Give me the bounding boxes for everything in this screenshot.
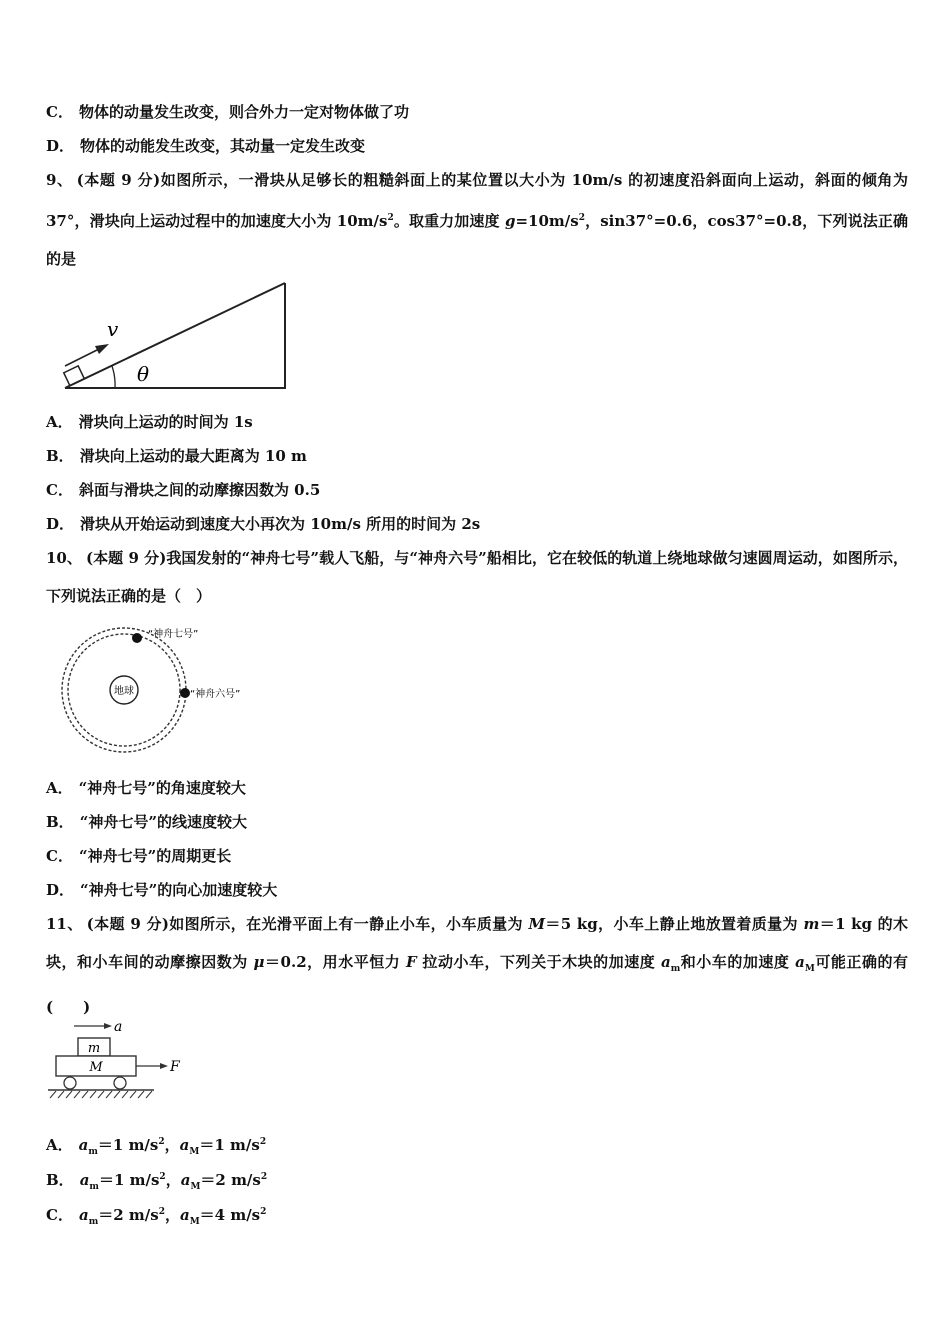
q9-option-b: B． 滑块向上运动的最大距离为 10 m (46, 447, 307, 465)
slider-block (64, 366, 84, 386)
q9-stem: 9、 (本题 9 分)如图所示，一滑块从足够长的粗糙斜面上的某位置以大小为 10m/s 的初速度沿斜面向上运动，斜面的倾角为 37°，滑块向上运动过程中的加速度大小为 $10m/s^2$。取重力加速度 $g=10m/s^2$，sin37°=0.6，cos37°=0.8，下列说法正确的是 (46, 171, 909, 268)
earth-label: 地球 (114, 686, 134, 697)
q11-option-c: C． $a_m=2$ $m/s^2$，$a_M=4$ $m/s^2$ (46, 1206, 267, 1227)
q9-option-c: C． 斜面与滑块之间的动摩擦因数为 0.5 (46, 481, 321, 499)
accel-label: a (114, 1019, 123, 1035)
cart-figure (46, 1016, 196, 1102)
q9-option-d: D． 滑块从开始运动到速度大小再次为 10m/s 所用的时间为 2s (46, 515, 481, 533)
q11-stem: 11、 (本题 9 分)如图所示，在光滑平面上有一静止小车，小车质量为 M＝5 kg，小车上静止地放置着质量为 m＝1 kg 的木块，和小车间的动摩擦因数为 μ＝0.2，用水平恒力 F 拉动小车，下列关于木块的加速度 $a_m$和小车的加速度 $a_M$可能正确的有( ) (46, 915, 909, 1016)
acceleration-arrow-icon (104, 1023, 112, 1029)
force-label: F (170, 1059, 180, 1075)
shenzhou6-label: “神舟六号” (190, 689, 241, 700)
wheel-right-icon (114, 1077, 126, 1089)
orbit-figure (56, 620, 266, 760)
shenzhou7-label: “神舟七号” (148, 629, 199, 640)
ground-hatching (50, 1091, 152, 1098)
q11-option-a: A． $a_m=1$ $m/s^2$，$a_M=1$ $m/s^2$ (46, 1136, 267, 1157)
q10-option-d: D． “神舟七号”的向心加速度较大 (46, 881, 278, 899)
q9-option-a: A． 滑块向上运动的时间为 1s (46, 413, 253, 431)
force-arrow-icon (160, 1063, 168, 1069)
q10-stem: 10、 (本题 9 分)我国发射的“神舟七号”载人飞船，与“神舟六号”船相比，它在较低的轨道上绕地球做匀速圆周运动，如图所示，下列说法正确的是（ ） (46, 549, 909, 605)
shenzhou6-dot (180, 688, 190, 698)
incline-figure (55, 278, 295, 396)
q8-option-c: C． 物体的动量发生改变，则合外力一定对物体做了功 (46, 103, 409, 121)
q8-option-d: D． 物体的动能发生改变，其动量一定发生改变 (46, 137, 366, 155)
block-m-label: m (87, 1041, 101, 1056)
velocity-label: v (107, 317, 119, 341)
angle-label: θ (137, 362, 150, 386)
q10-option-c: C． “神舟七号”的周期更长 (46, 847, 232, 865)
wheel-left-icon (64, 1077, 76, 1089)
shenzhou7-dot (132, 633, 142, 643)
q11-option-b: B． $a_m=1$ $m/s^2$，$a_M=2$ $m/s^2$ (46, 1171, 268, 1192)
cart-M-label: M (89, 1060, 103, 1075)
velocity-arrow-icon (95, 344, 109, 354)
q10-option-b: B． “神舟七号”的线速度较大 (46, 813, 247, 831)
q10-option-a: A． “神舟七号”的角速度较大 (46, 779, 246, 797)
